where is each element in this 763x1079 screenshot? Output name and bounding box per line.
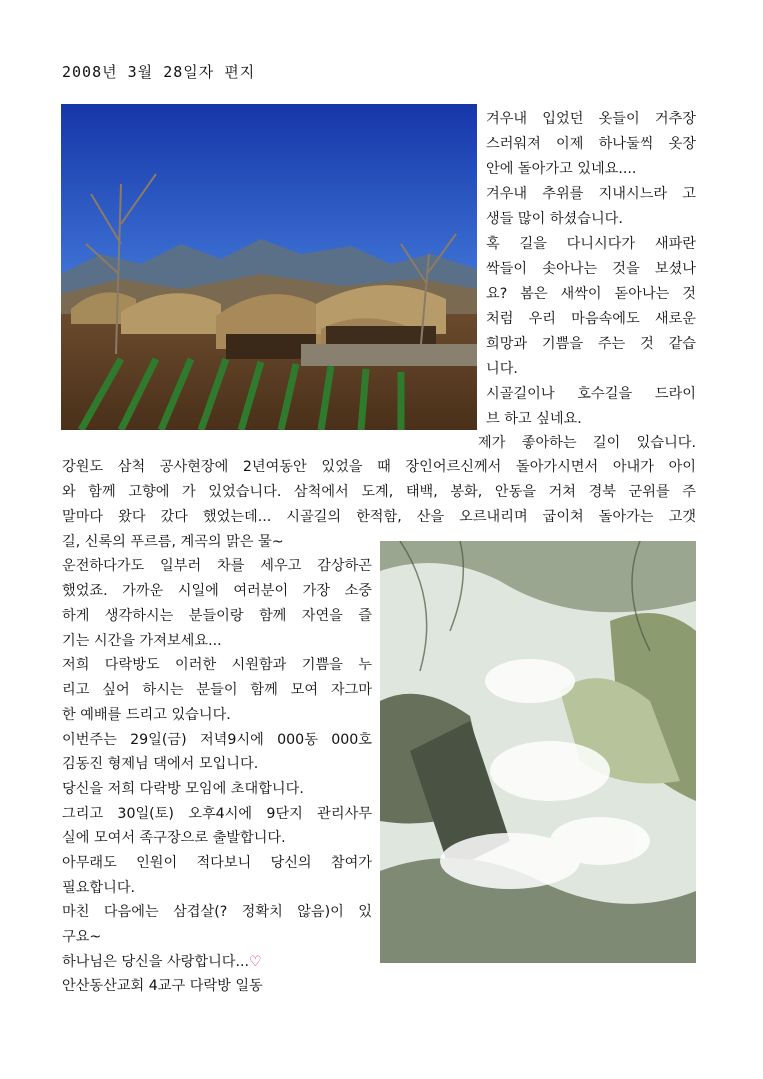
closing-line [62, 953, 262, 971]
text-line: 필요합니다. [62, 880, 136, 896]
text-line: 싹들이 솟아나는 것을 보셨나 [486, 261, 696, 277]
text-line: 길, 신록의 푸르름, 계곡의 맑은 물~ [62, 534, 284, 550]
text-line: 강원도 삼척 공사현장에 2년여동안 있었을 때 장인어르신께서 돌아가시면서 아내가 아이 [62, 459, 696, 475]
text-line: 이번주는 29일(금) 저녁9시에 000동 000호 [62, 732, 372, 748]
closing-text: 하나님은 당신을 사랑합니다... [62, 954, 250, 970]
text-line: 마친 다음에는 삼겹살(? 정확치 않음)이 있 [62, 904, 372, 920]
text-line: 스러워져 이제 하나둘씩 옷장 [486, 136, 696, 152]
signature-line: 안산동산교회 4교구 다락방 일동 [62, 978, 263, 994]
text-line: 한 예배를 드리고 있습니다. [62, 707, 231, 723]
text-line: 희망과 기쁨을 주는 것 같습 [486, 336, 696, 352]
text-line: 리고 싶어 하시는 분들이 함께 모여 자그마 [62, 682, 372, 698]
text-line: 브 하고 싶네요. [486, 411, 582, 427]
text-line: 와 함께 고향에 가 있었습니다. 삼척에서 도계, 태백, 봉화, 안동을 거쳐 경북 군위를 주 [62, 484, 696, 500]
text-line: 말마다 왔다 갔다 했었는데... 시골길의 한적함, 산을 오르내리며 굽이쳐 돌아가는 고갯 [62, 509, 696, 525]
text-line: 당신을 저희 다락방 모임에 초대합니다. [62, 781, 304, 797]
waterfall-photo [380, 541, 696, 963]
text-line: 기는 시간을 가져보세요... [62, 633, 222, 649]
thatched-village-photo [61, 104, 477, 430]
text-line: 니다. [486, 361, 518, 377]
text-line: 시골길이나 호수길을 드라이 [486, 386, 696, 402]
text-line: 처럼 우리 마음속에도 새로운 [486, 311, 696, 327]
text-line: 요? 봄은 새싹이 돋아나는 것 [486, 286, 696, 302]
text-line: 겨우내 추위를 지내시느라 고 [486, 186, 696, 202]
text-line: 안에 돌아가고 있네요.... [486, 161, 637, 177]
text-line: 겨우내 입었던 옷들이 거추장 [486, 111, 696, 127]
letter-title: 2008년 3월 28일자 편지 [62, 63, 256, 81]
text-line: 했었죠. 가까운 시일에 여러분이 가장 소중 [62, 583, 372, 599]
text-line: 아무래도 인원이 적다보니 당신의 참여가 [62, 855, 372, 871]
text-line: 실에 모여서 족구장으로 출발합니다. [62, 830, 286, 846]
text-line: 그리고 30일(토) 오후4시에 9단지 관리사무 [62, 806, 372, 822]
text-line: 혹 길을 다니시다가 새파란 [486, 236, 696, 252]
text-line: 구요~ [62, 929, 102, 945]
text-line: 하게 생각하시는 분들이랑 함께 자연을 즐 [62, 608, 372, 624]
text-line: 저희 다락방도 이러한 시원함과 기쁨을 누 [62, 657, 372, 673]
text-line: 제가 좋아하는 길이 있습니다. [478, 435, 696, 451]
heart-icon: ♡ [249, 954, 262, 970]
text-line: 운전하다가도 일부러 차를 세우고 감상하곤 [62, 558, 372, 574]
text-line: 생들 많이 하셨습니다. [486, 211, 623, 227]
text-line: 김동진 형제님 댁에서 모입니다. [62, 756, 259, 772]
